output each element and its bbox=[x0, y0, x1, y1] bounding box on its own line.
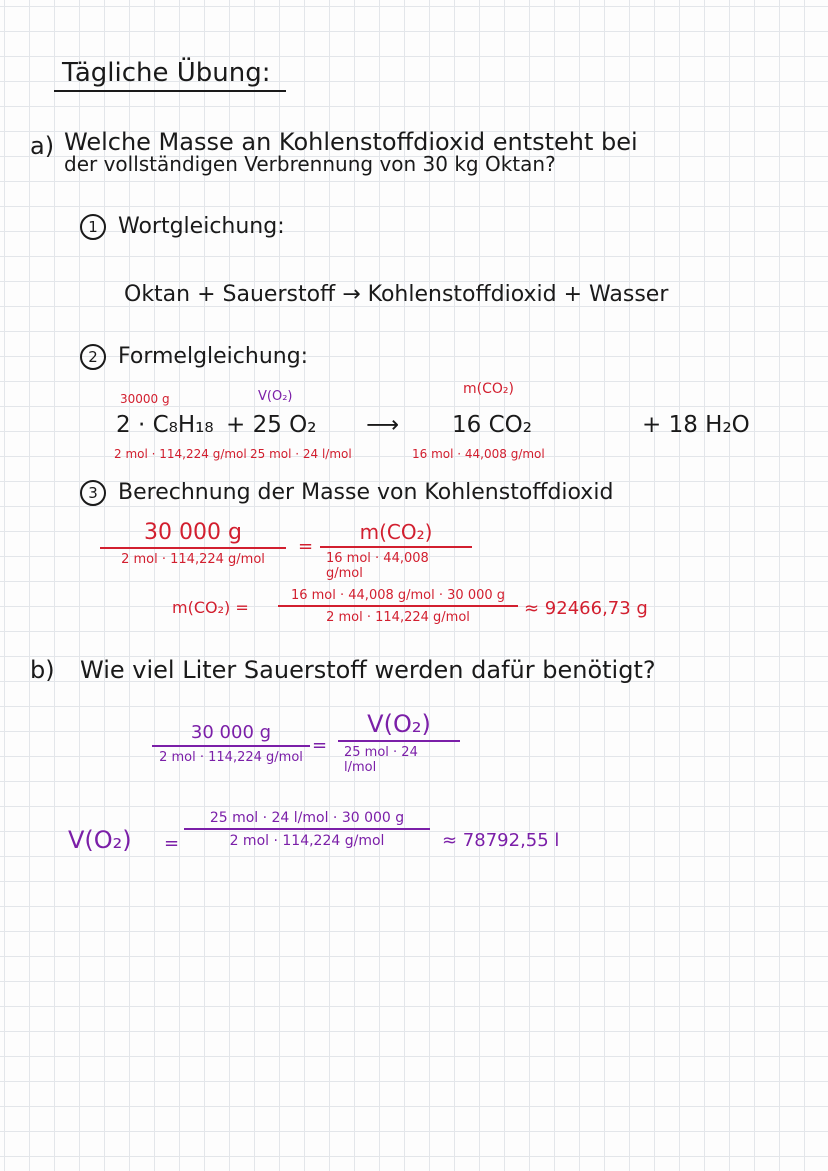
step-3-number: 3 bbox=[80, 480, 106, 506]
mass-equals: = bbox=[298, 536, 314, 557]
mass-fraction-left-denominator: 2 mol · 114,224 g/mol bbox=[121, 552, 265, 567]
formula-arrow: ⟶ bbox=[366, 412, 399, 438]
mass-fraction-right-numerator: m(CO₂) bbox=[359, 520, 433, 544]
mass-fraction-right bbox=[320, 520, 472, 581]
step-1-number: 1 bbox=[80, 214, 106, 240]
formula-term-co2: 16 CO₂ bbox=[452, 412, 532, 438]
molar-octane: 2 mol · 114,224 g/mol bbox=[114, 447, 247, 461]
task-a-label: a) bbox=[30, 132, 55, 160]
formula-term-octane: 2 · C₈H₁₈ bbox=[116, 412, 214, 438]
molar-oxygen: 25 mol · 24 l/mol bbox=[250, 447, 352, 461]
page-title: Tägliche Übung: bbox=[62, 58, 271, 88]
task-b-label: b) bbox=[30, 656, 55, 684]
mass-result-numerator: 16 mol · 44,008 g/mol · 30 000 g bbox=[290, 588, 506, 603]
task-a-line1: Welche Masse an Kohlenstoffdioxid entsteht bei bbox=[64, 128, 638, 156]
title-underline bbox=[54, 90, 286, 92]
mass-result-value: ≈ 92466,73 g bbox=[524, 598, 648, 619]
formula-term-water: + 18 H₂O bbox=[642, 412, 750, 438]
step-3 bbox=[80, 480, 613, 506]
molar-co2: 16 mol · 44,008 g/mol bbox=[412, 447, 545, 461]
volume-equals: = bbox=[312, 735, 328, 756]
label-volume-o2: V(O₂) bbox=[258, 389, 293, 404]
volume-result-fraction bbox=[184, 810, 430, 849]
formula-term-oxygen: + 25 O₂ bbox=[226, 412, 317, 438]
label-mass-octane: 30000 g bbox=[120, 392, 170, 406]
label-mass-co2: m(CO₂) bbox=[463, 381, 514, 397]
step-2 bbox=[80, 344, 308, 370]
volume-result-lhs: V(O₂) bbox=[68, 826, 132, 854]
step-2-heading: Formelgleichung: bbox=[118, 344, 309, 369]
volume-result-numerator: 25 mol · 24 l/mol · 30 000 g bbox=[209, 810, 405, 826]
step-3-heading: Berechnung der Masse von Kohlenstoffdioxid bbox=[118, 480, 614, 505]
word-equation: Oktan + Sauerstoff → Kohlenstoffdioxid + Wasser bbox=[124, 282, 669, 307]
volume-fraction-left-denominator: 2 mol · 114,224 g/mol bbox=[159, 750, 303, 765]
mass-result-lhs: m(CO₂) = bbox=[172, 598, 249, 617]
task-b-text: Wie viel Liter Sauerstoff werden dafür benötigt? bbox=[80, 656, 656, 684]
step-1 bbox=[80, 214, 285, 240]
mass-fraction-left bbox=[100, 520, 286, 567]
task-a-line2: der vollständigen Verbrennung von 30 kg Oktan? bbox=[64, 152, 556, 176]
volume-result-equals: = bbox=[164, 833, 180, 854]
volume-fraction-left bbox=[152, 722, 310, 765]
volume-result-value: ≈ 78792,55 l bbox=[442, 830, 560, 851]
mass-result-denominator: 2 mol · 114,224 g/mol bbox=[326, 610, 470, 625]
step-2-number: 2 bbox=[80, 344, 106, 370]
volume-fraction-right-denominator: 25 mol · 24 l/mol bbox=[344, 745, 418, 775]
volume-fraction-right-numerator: V(O₂) bbox=[367, 710, 431, 738]
mass-fraction-left-numerator: 30 000 g bbox=[144, 520, 242, 545]
volume-result-denominator: 2 mol · 114,224 g/mol bbox=[229, 833, 385, 849]
mass-fraction-right-denominator: 16 mol · 44,008 g/mol bbox=[326, 551, 429, 581]
step-1-heading: Wortgleichung: bbox=[118, 214, 285, 239]
mass-result-fraction bbox=[278, 588, 518, 625]
volume-fraction-left-numerator: 30 000 g bbox=[190, 722, 272, 743]
volume-fraction-right bbox=[338, 710, 460, 775]
formula-equation bbox=[116, 412, 750, 438]
